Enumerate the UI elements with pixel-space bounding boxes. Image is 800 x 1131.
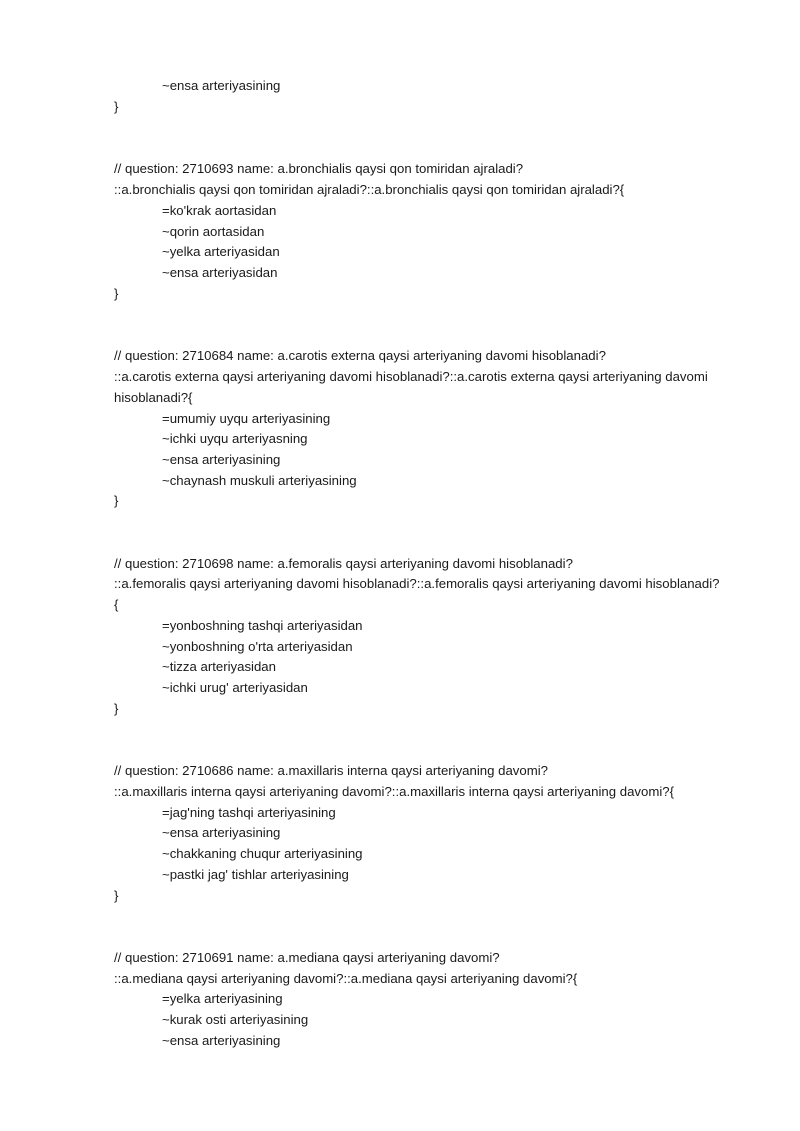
answer-option: ~ensa arteriyasining bbox=[162, 78, 281, 93]
answer-option-correct: =jag'ning tashqi arteriyasining bbox=[162, 805, 336, 820]
answer-option-correct: =yonboshning tashqi arteriyasidan bbox=[162, 618, 363, 633]
answer-option: ~ensa arteriyasidan bbox=[162, 265, 278, 280]
question-title: ::a.carotis externa qaysi arteriyaning davomi hisoblanadi?::a.carotis externa qaysi arteriyaning davomi hisoblanadi?{ bbox=[114, 369, 708, 405]
question-comment: // question: 2710698 name: a.femoralis qaysi arteriyaning davomi hisoblanadi? bbox=[114, 556, 573, 571]
question-title: ::a.femoralis qaysi arteriyaning davomi hisoblanadi?::a.femoralis qaysi arteriyaning davomi hisoblanadi? bbox=[114, 576, 720, 591]
answer-option: ~pastki jag' tishlar arteriyasining bbox=[162, 867, 349, 882]
closing-brace: } bbox=[114, 888, 119, 903]
answer-option: ~ensa arteriyasining bbox=[162, 1033, 281, 1048]
question-comment: // question: 2710691 name: a.mediana qaysi arteriyaning davomi? bbox=[114, 950, 500, 965]
question-title: ::a.maxillaris interna qaysi arteriyaning davomi?::a.maxillaris interna qaysi arteriyaning davomi?{ bbox=[114, 784, 674, 799]
answer-option: ~yelka arteriyasidan bbox=[162, 244, 280, 259]
question-title: ::a.mediana qaysi arteriyaning davomi?::a.mediana qaysi arteriyaning davomi?{ bbox=[114, 971, 578, 986]
answer-option: ~kurak osti arteriyasining bbox=[162, 1012, 309, 1027]
answer-option: ~chakkaning chuqur arteriyasining bbox=[162, 846, 363, 861]
question-comment: // question: 2710693 name: a.bronchialis qaysi qon tomiridan ajraladi? bbox=[114, 161, 524, 176]
closing-brace: } bbox=[114, 286, 119, 301]
answer-option: ~ensa arteriyasining bbox=[162, 452, 281, 467]
answer-option: ~ichki urug' arteriyasidan bbox=[162, 680, 308, 695]
answer-option: ~yonboshning o'rta arteriyasidan bbox=[162, 639, 353, 654]
answer-option: ~chaynash muskuli arteriyasining bbox=[162, 473, 357, 488]
answer-option-correct: =ko'krak aortasidan bbox=[162, 203, 277, 218]
answer-option-correct: =umumiy uyqu arteriyasining bbox=[162, 411, 331, 426]
answer-option: ~ensa arteriyasining bbox=[162, 825, 281, 840]
question-comment: // question: 2710686 name: a.maxillaris interna qaysi arteriyaning davomi? bbox=[114, 763, 548, 778]
closing-brace: } bbox=[114, 99, 119, 114]
closing-brace: } bbox=[114, 493, 119, 508]
question-comment: // question: 2710684 name: a.carotis externa qaysi arteriyaning davomi hisoblanadi? bbox=[114, 348, 606, 363]
answer-option-correct: =yelka arteriyasining bbox=[162, 991, 283, 1006]
answer-option: ~tizza arteriyasidan bbox=[162, 659, 276, 674]
answer-option: ~ichki uyqu arteriyasning bbox=[162, 431, 308, 446]
closing-brace: } bbox=[114, 701, 119, 716]
answer-option: ~qorin aortasidan bbox=[162, 224, 265, 239]
question-title: ::a.bronchialis qaysi qon tomiridan ajraladi?::a.bronchialis qaysi qon tomiridan ajraladi?{ bbox=[114, 182, 625, 197]
opening-brace: { bbox=[114, 597, 119, 612]
